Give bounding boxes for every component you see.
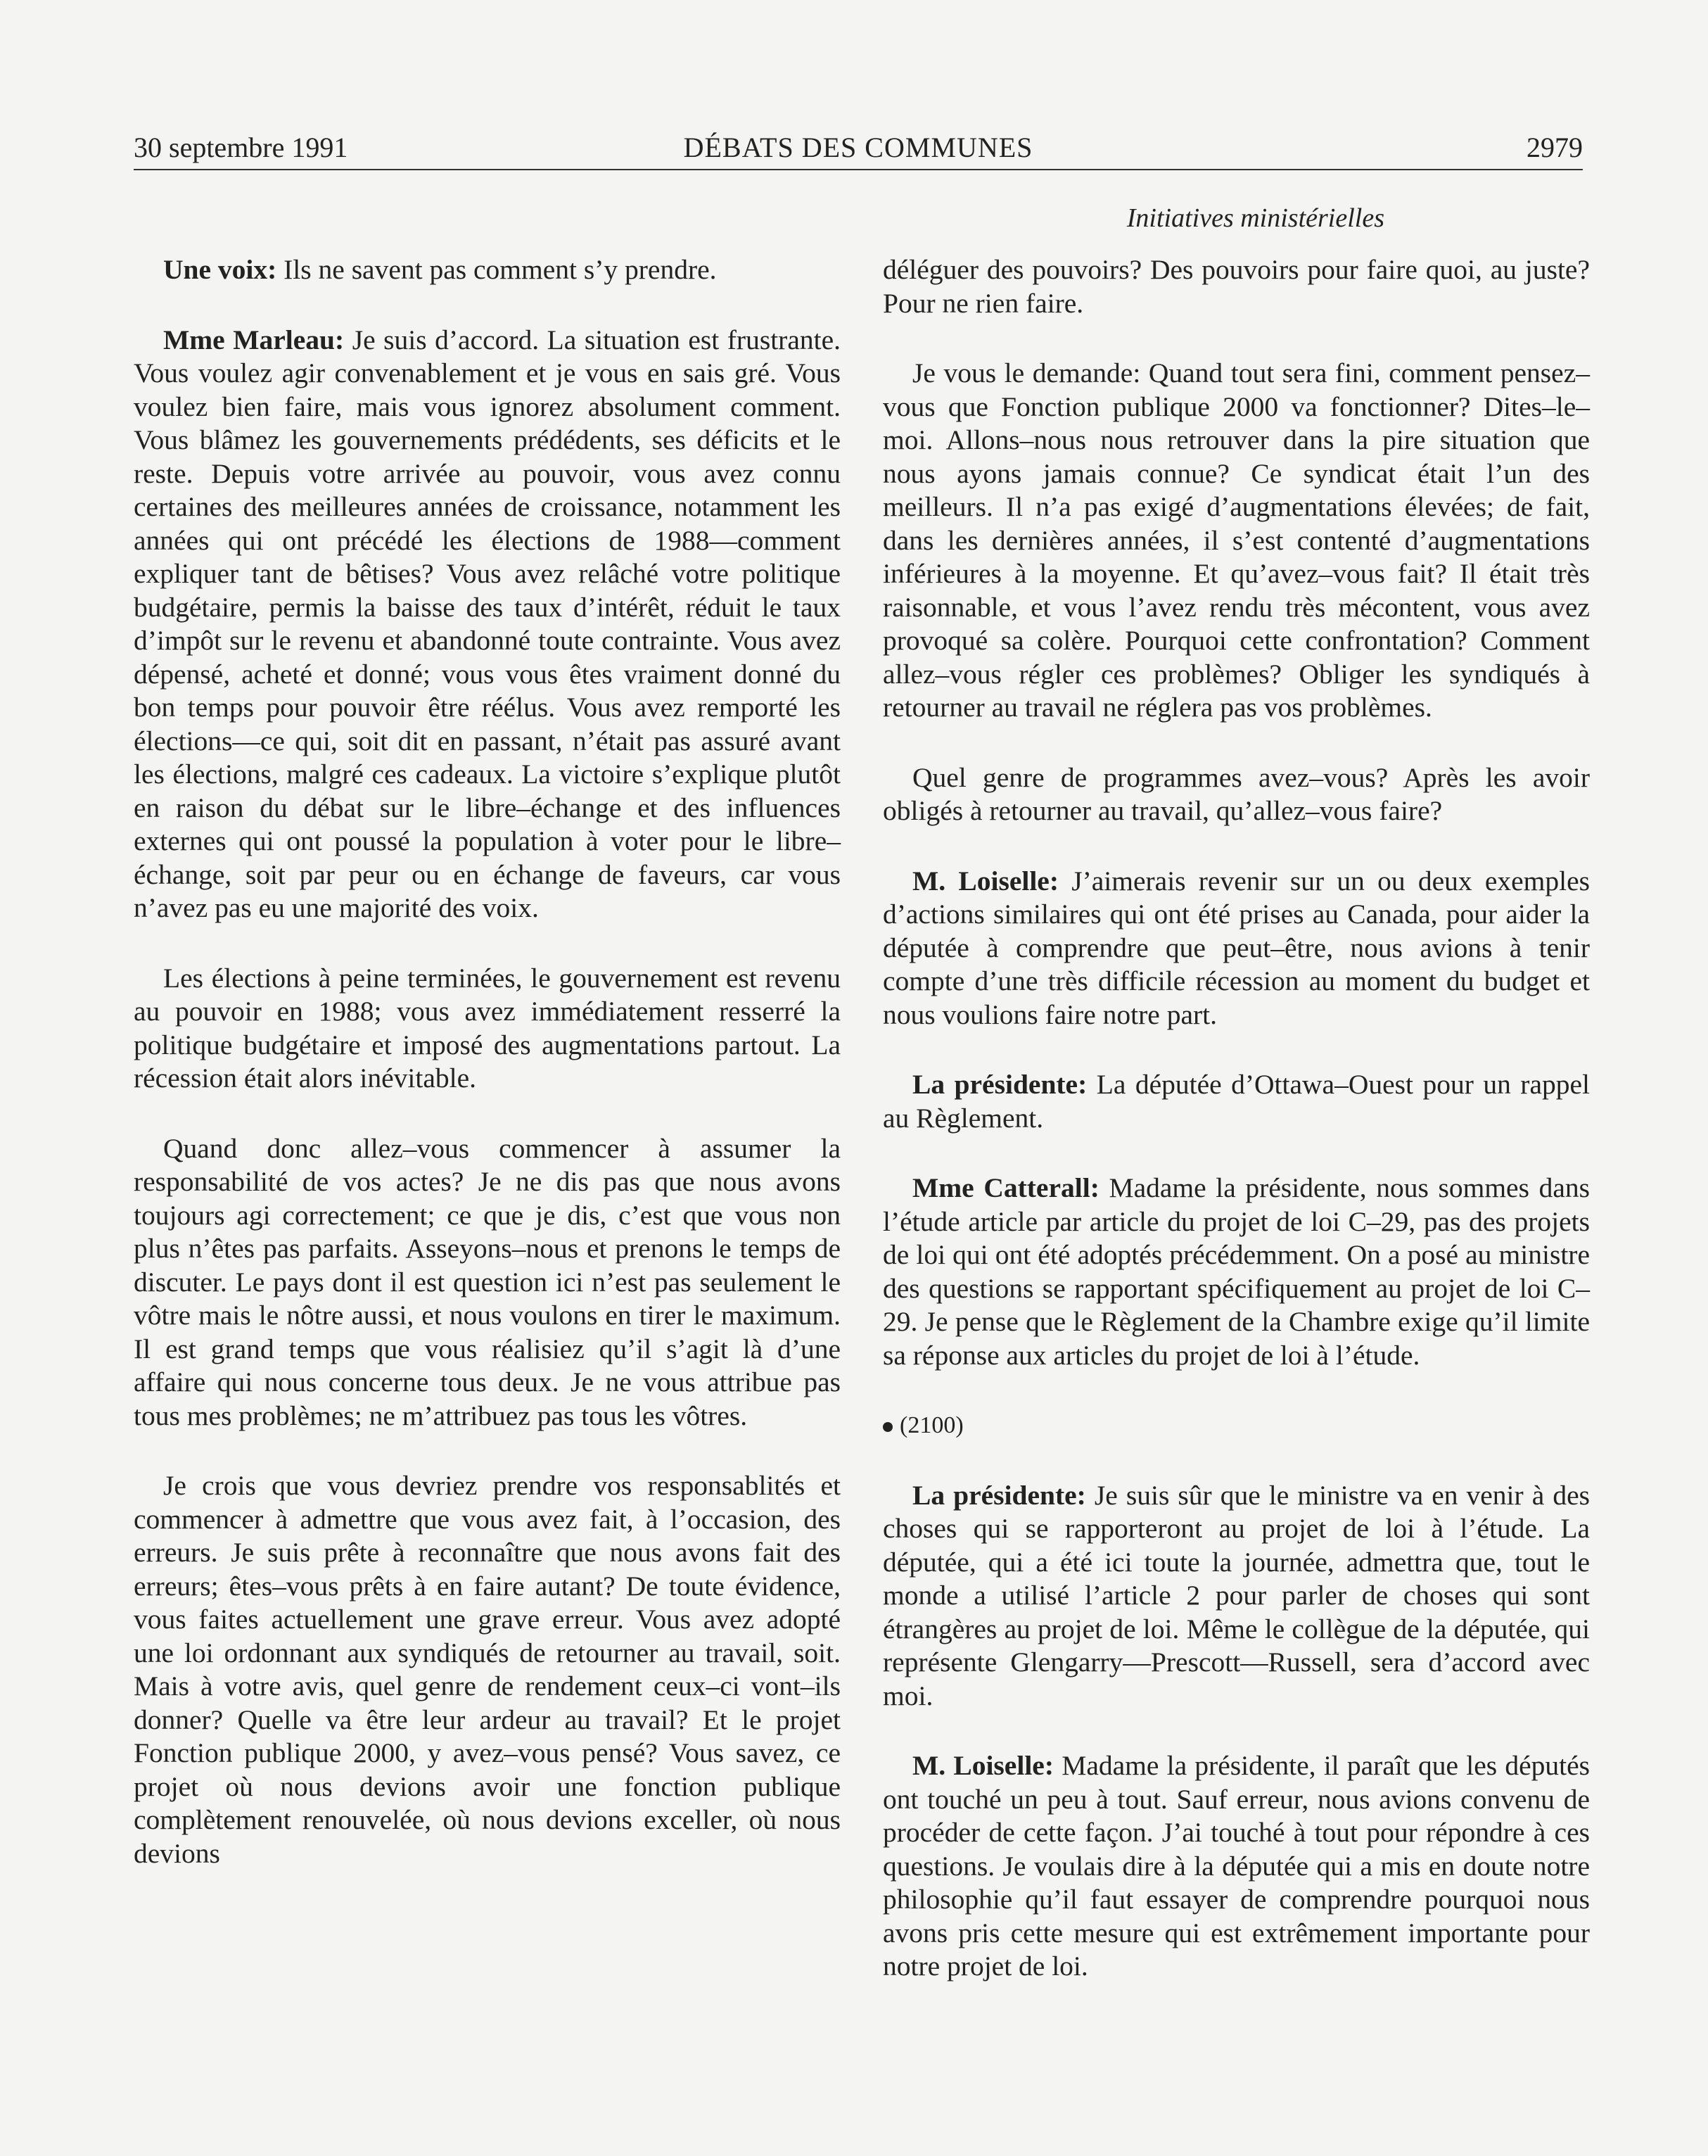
paragraph-text: La députée d’Ottawa–Ouest pour un rappel au Règlement. [883,1069,1590,1134]
paragraph-text: Les élections à peine terminées, le gouvernement est revenu au pouvoir en 1988; vous avez immédiatement resserré la politique budgétaire et imposé des augmentations partout. La récession était alors inévitable. [134,962,841,1093]
paragraph [134,962,841,1096]
paragraph-text: Madame la présidente, il paraît que les députés ont touché un peu à tout. Sauf erreur, nous avions convenu de procéder de cette façon. J’ai touché à tout pour répondre à ces questions. Je voulais dire à la députée qui a mis en doute notre philosophie qu’il faut essayer de comprendre pourquoi nous avons pris cette mesure qui est extrêmement importante pour notre projet de loi. [883,1750,1590,1981]
paragraph [883,1068,1590,1135]
paragraph [134,253,841,287]
header-title: DÉBATS DES COMMUNES [683,132,1033,163]
paragraph [883,1749,1590,1984]
paragraph-text: Je suis sûr que le ministre va en venir à des choses qui se rapporteront au projet de loi à l’étude. La députée, qui a été ici toute la journée, admettra que, tout le monde a utilisé l’article 2 pour parler de choses qui sont étrangères au projet de loi. Même le collègue de la députée, qui représente Glengarry—Prescott—Russell, sera d’accord avec moi. [883,1479,1590,1711]
section-label: Initiatives ministérielles [1126,203,1384,233]
paragraph-text: Je crois que vous devriez prendre vos responsablités et commencer à admettre que vous avez fait, à l’occasion, des erreurs. Je suis prête à reconnaître que nous avons fait des erreurs; êtes–vous prêts à en faire autant? De toute évidence, vous faites actuellement une grave erreur. Vous avez adopté une loi ordonnant aux syndiqués de retourner au travail, soit. Mais à votre avis, quel genre de rendement ceux–ci vont–ils donner? Quelle va être leur ardeur au travail? Et le projet Fonction publique 2000, y avez–vous pensé? Vous savez, ce projet où nous devions avoir une fonction publique complètement renouvelée, où nous devions exceller, où nous devions [134,1470,841,1869]
speaker-name: Mme Marleau: [163,324,345,355]
paragraph [883,761,1590,828]
paragraph [883,1479,1590,1713]
paragraph-text: Quel genre de programmes avez–vous? Après les avoir obligés à retourner au travail, qu’allez–vous faire? [883,761,1590,826]
paragraph-text: Je vous le demande: Quand tout sera fini, comment pensez–vous que Fonction publique 2000 va fonctionner? Dites–le–moi. Allons–nous nous retrouver dans la pire situation que nous ayons jamais connue? Ce syndicat était l’un des meilleurs. Il n’a pas exigé d’augmentations élevées; de fait, dans les dernières années, il s’est contenté d’augmentations inférieures à la moyenne. Et qu’avez–vous fait? Il était très raisonnable, et vous l’avez rendu très mécontent, vous avez provoqué sa colère. Pourquoi cette confrontation? Comment allez–vous régler ces problèmes? Obliger les syndiqués à retourner au travail ne réglera pas vos problèmes. [883,357,1590,723]
bullet-icon [883,1422,893,1432]
paragraph-text: J’aimerais revenir sur un ou deux exemples d’actions similaires qui ont été prises au Canada, pour aider la députée à comprendre que peut–être, nous avions à tenir compte d’une très difficile récession au moment du budget et nous voulions faire notre part. [883,865,1590,1030]
paragraph [134,1469,841,1870]
speaker-name: La présidente: [912,1069,1088,1100]
header-page-number: 2979 [1527,132,1583,163]
header-date: 30 septembre 1991 [134,132,348,163]
paragraph-text: déléguer des pouvoirs? Des pouvoirs pour faire quoi, au juste? Pour ne rien faire. [883,254,1590,319]
time-marker-text: (2100) [900,1412,964,1438]
right-column [883,253,1590,2020]
speaker-name: M. Loiselle: [912,865,1059,896]
paragraph [134,324,841,925]
paragraph [883,1172,1590,1372]
paragraph [883,865,1590,1032]
paragraph [134,1132,841,1433]
speaker-name: Mme Catterall: [912,1172,1100,1203]
speaker-name: M. Loiselle: [912,1750,1054,1781]
speaker-name: La présidente: [912,1479,1086,1511]
paragraph-text: Quand donc allez–vous commencer à assumer la responsabilité de vos actes? Je ne dis pas que nous avons toujours agi correctement; ce que je dis, c’est que vous non plus n’êtes pas parfaits. Asseyons–nous et prenons le temps de discuter. Le pays dont il est question ici n’est pas seulement le vôtre mais le nôtre aussi, et nous voulons en tirer le maximum. Il est grand temps que vous réalisiez qu’il s’agit là d’une affaire qui nous concerne tous deux. Je ne vous attribue pas tous mes problèmes; ne m’attribuez pas tous les vôtres. [134,1132,841,1431]
time-marker [883,1409,1590,1442]
left-column [134,253,841,1907]
page-header [134,127,1583,170]
paragraph [883,357,1590,725]
paragraph-text: Ils ne savent pas comment s’y prendre. [276,254,717,285]
paragraph-text: Madame la présidente, nous sommes dans l’étude article par article du projet de loi C–29, pas des projets de loi qui ont été adoptés précédemment. On a posé au ministre des questions se rapportant spécifiquement au projet de loi C–29. Je pense que le Règlement de la Chambre exige qu’il limite sa réponse aux articles du projet de loi à l’étude. [883,1172,1590,1371]
speaker-name: Une voix: [163,254,277,285]
paragraph-text: Je suis d’accord. La situation est frustrante. Vous voulez agir convenablement et je vous en sais gré. Vous voulez bien faire, mais vous ignorez absolument comment. Vous blâmez les gouvernements prédédents, ses déficits et le reste. Depuis votre arrivée au pouvoir, vous avez connu certaines des meilleures années de croissance, notamment les années qui ont précédé les élections de 1988—comment expliquer tant de bêtises? Vous avez relâché votre politique budgétaire, permis la baisse des taux d’intérêt, réduit le taux d’impôt sur le revenu et abandonné toute contrainte. Vous avez dépensé, acheté et donné; vous vous êtes vraiment donné du bon temps pour pouvoir être réélus. Vous avez remporté les élections—ce qui, soit dit en passant, n’était pas assuré avant les élections, malgré ces cadeaux. La victoire s’explique plutôt en raison du débat sur le libre–échange et des influences externes qui ont poussé la population à voter pour le libre–échange, soit par peur ou en échange de faveurs, car vous n’avez pas eu une majorité des voix. [134,324,841,923]
paragraph [883,253,1590,320]
